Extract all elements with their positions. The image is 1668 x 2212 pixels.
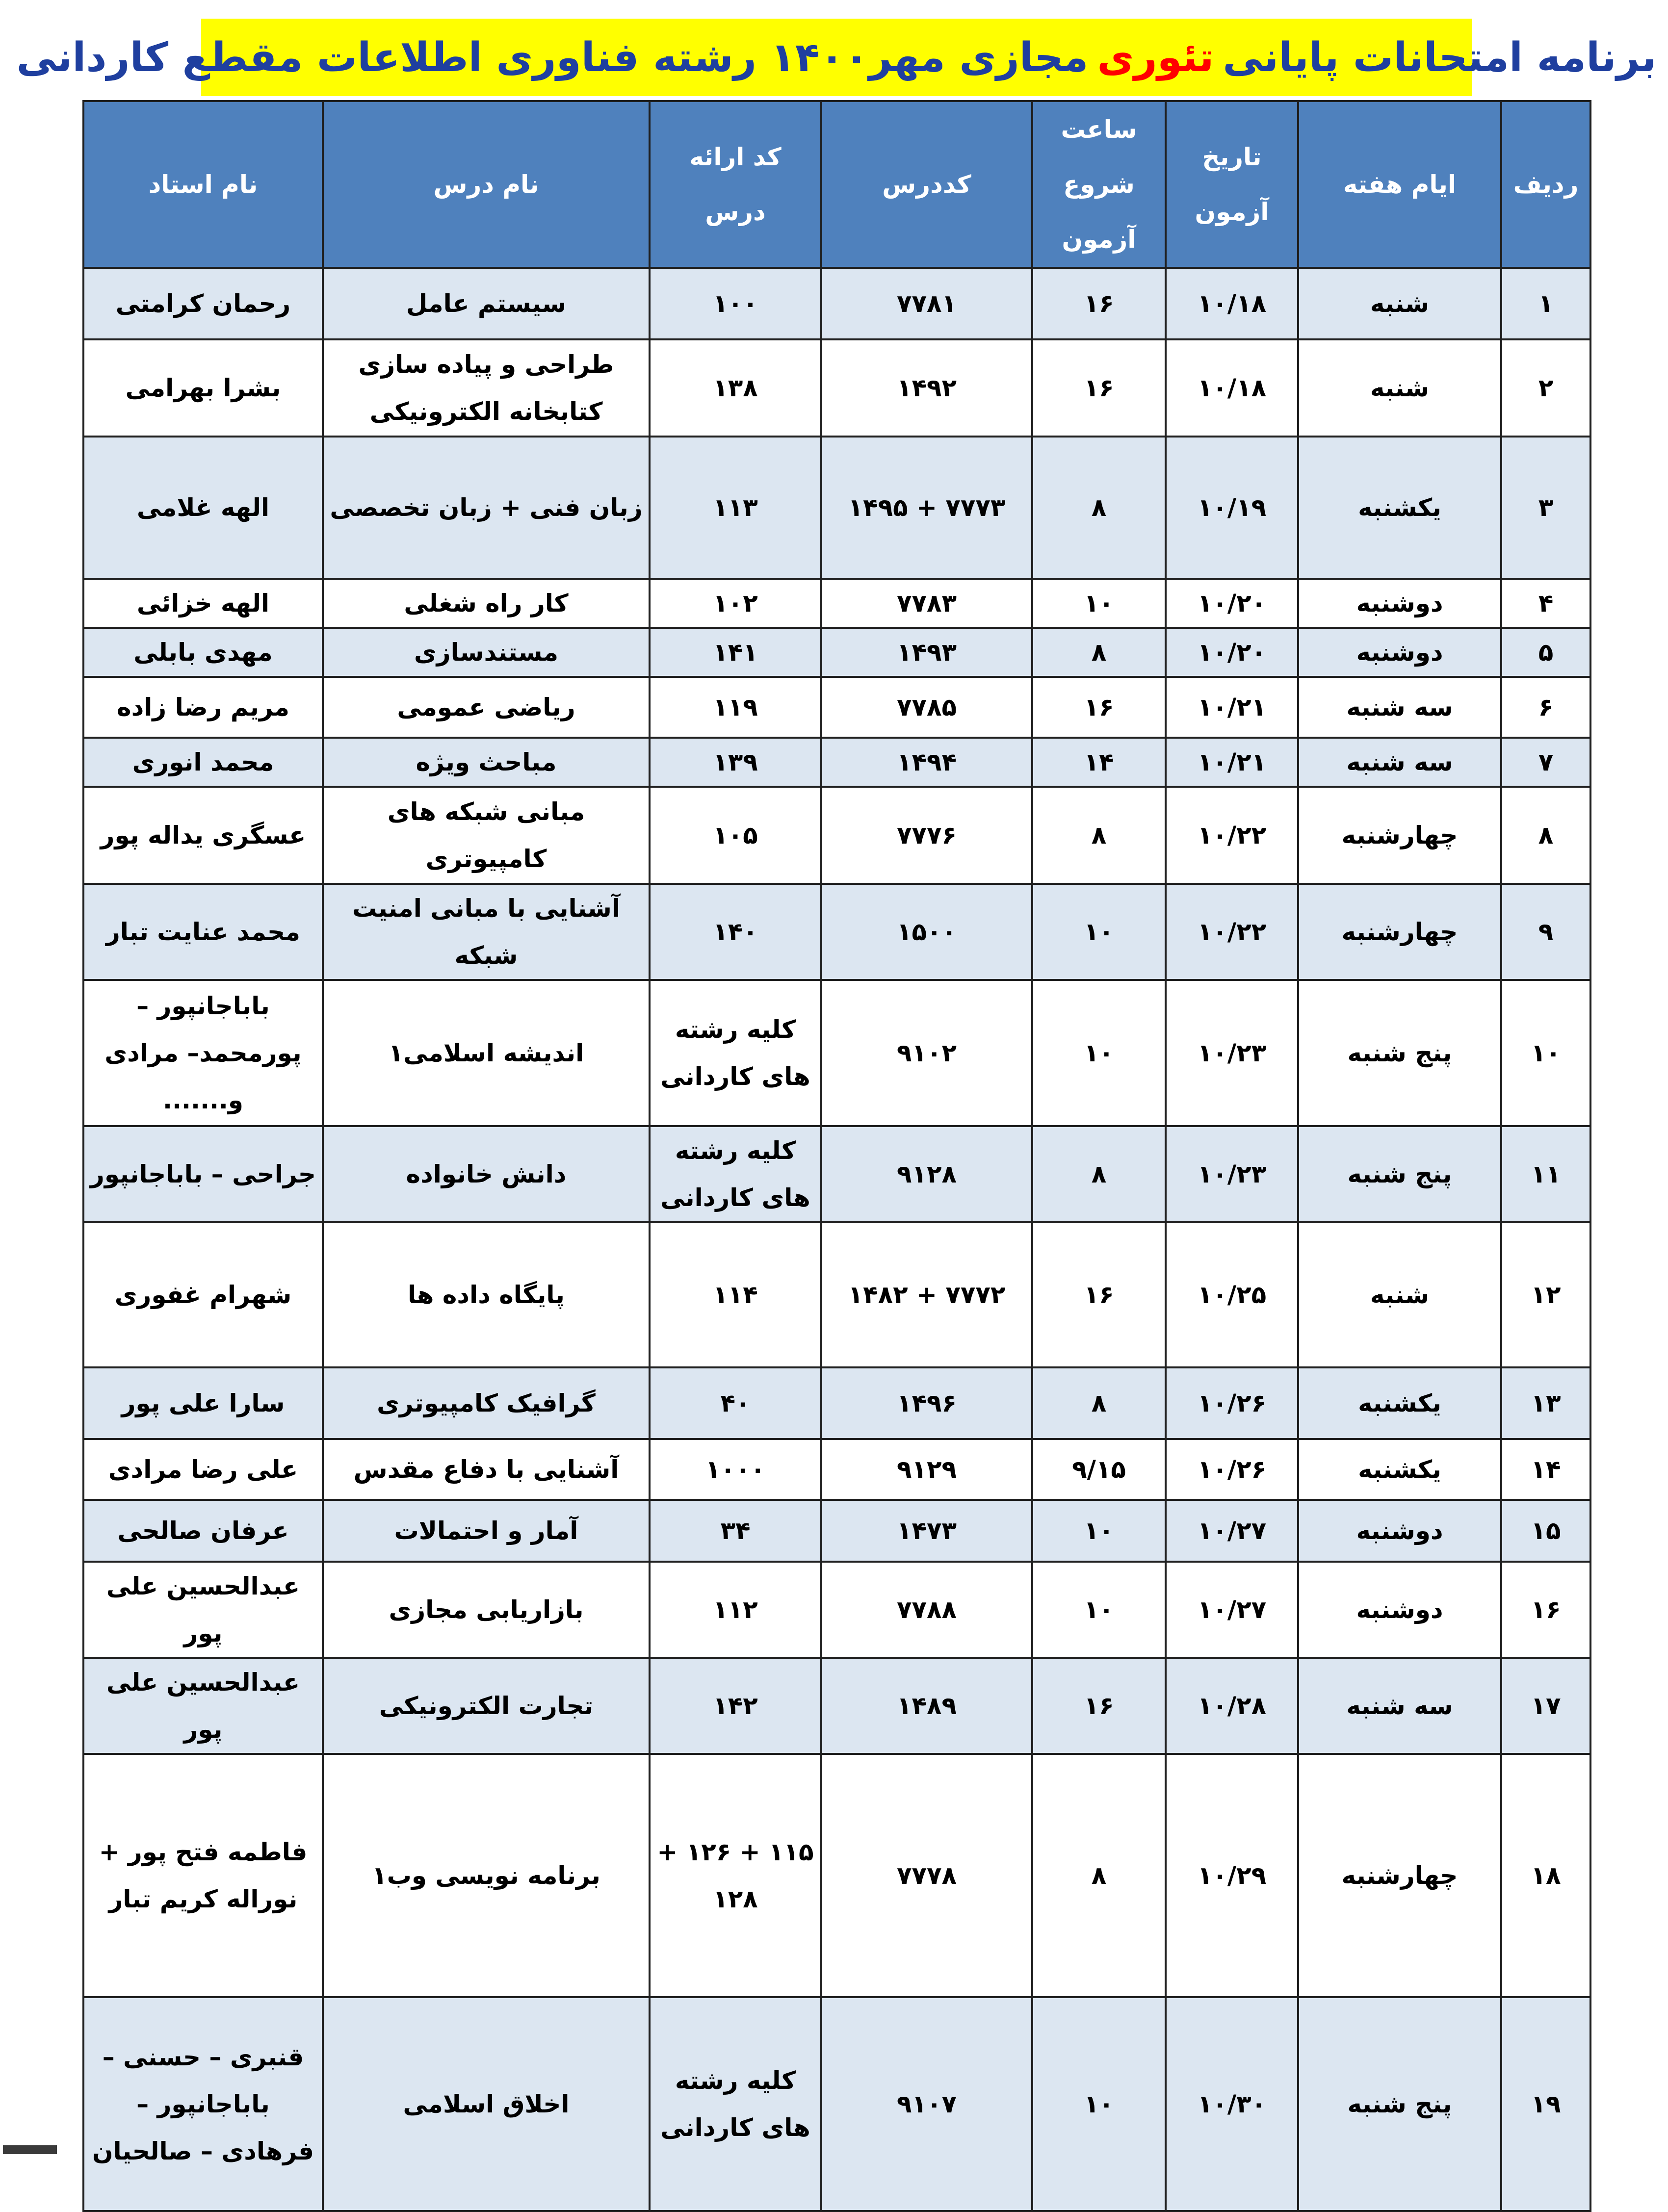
col-header-row-number: ردیف: [1501, 101, 1590, 268]
cell-exam-date: ۱۰/۱۹: [1166, 437, 1298, 579]
cell-course-code: ۹۱۲۹: [821, 1439, 1032, 1500]
table-row: [83, 437, 1590, 579]
cell-teacher: الهه خزائی: [83, 579, 323, 628]
cell-course-name: طراحی و پیاده سازی کتابخانه الکترونیکی: [323, 339, 650, 437]
cell-course-code: ۷۷۸۳: [821, 579, 1032, 628]
cell-row-number: ۱۴: [1501, 1439, 1590, 1500]
cell-course-code: ۹۱۰۷: [821, 1997, 1032, 2211]
cell-start-time: ۱۴: [1032, 738, 1166, 787]
cell-offer-code: ۱۴۲: [650, 1658, 821, 1754]
cell-course-name: سیستم عامل: [323, 268, 650, 339]
table-row: [83, 1500, 1590, 1562]
cell-exam-date: ۱۰/۲۵: [1166, 1222, 1298, 1367]
cell-course-code: ۱۴۹۳: [821, 628, 1032, 677]
table-row: [83, 268, 1590, 339]
cell-course-code: ۱۴۹۲: [821, 339, 1032, 437]
cell-start-time: ۱۶: [1032, 1658, 1166, 1754]
cell-exam-date: ۱۰/۲۲: [1166, 787, 1298, 884]
table-header-row: [83, 101, 1590, 268]
page-title: [16, 19, 1657, 96]
cell-teacher: عبدالحسین علی پور: [83, 1562, 323, 1658]
cell-offer-code: ۱۱۹: [650, 677, 821, 738]
cell-course-code: ۹۱۰۲: [821, 980, 1032, 1126]
cell-start-time: ۸: [1032, 437, 1166, 579]
cell-course-name: زبان فنی + زبان تخصصی: [323, 437, 650, 579]
cell-course-name: آمار و احتمالات: [323, 1500, 650, 1562]
cell-course-name: برنامه نویسی وب۱: [323, 1754, 650, 1997]
table-row: [83, 1562, 1590, 1658]
cell-teacher: قنبری – حسنی – باباجانپور – فرهادی – صالحیان: [83, 1997, 323, 2211]
cell-course-name: آشنایی با دفاع مقدس: [323, 1439, 650, 1500]
cell-weekday: یکشنبه: [1298, 437, 1501, 579]
cell-course-code: ۷۷۸۸: [821, 1562, 1032, 1658]
cell-weekday: پنج شنبه: [1298, 980, 1501, 1126]
cell-exam-date: ۱۰/۳۰: [1166, 1997, 1298, 2211]
cell-row-number: ۸: [1501, 787, 1590, 884]
cell-course-name: اندیشه اسلامی۱: [323, 980, 650, 1126]
cell-row-number: ۲: [1501, 339, 1590, 437]
cell-offer-code: ۴۰: [650, 1367, 821, 1439]
cell-weekday: پنج شنبه: [1298, 1126, 1501, 1222]
cell-row-number: ۶: [1501, 677, 1590, 738]
cell-weekday: پنج شنبه: [1298, 1997, 1501, 2211]
cell-weekday: دوشنبه: [1298, 1562, 1501, 1658]
cell-weekday: یکشنبه: [1298, 1367, 1501, 1439]
table-row: [83, 787, 1590, 884]
cell-weekday: شنبه: [1298, 1222, 1501, 1367]
cell-teacher: عرفان صالحی: [83, 1500, 323, 1562]
cell-row-number: ۳: [1501, 437, 1590, 579]
cell-start-time: ۸: [1032, 787, 1166, 884]
cell-teacher: شهرام غفوری: [83, 1222, 323, 1367]
cell-course-name: آشنایی با مبانی امنیت شبکه: [323, 884, 650, 980]
cell-row-number: ۱۳: [1501, 1367, 1590, 1439]
cell-start-time: ۱۶: [1032, 339, 1166, 437]
cell-exam-date: ۱۰/۲۳: [1166, 980, 1298, 1126]
cell-teacher: عسگری یداله پور: [83, 787, 323, 884]
cell-course-code: ۷۷۷۶: [821, 787, 1032, 884]
cell-offer-code: ۱۳۸: [650, 339, 821, 437]
cell-weekday: سه شنبه: [1298, 1658, 1501, 1754]
cell-row-number: ۱: [1501, 268, 1590, 339]
table-row: [83, 1997, 1590, 2211]
cell-start-time: ۱۰: [1032, 884, 1166, 980]
cell-weekday: چهارشنبه: [1298, 787, 1501, 884]
cell-start-time: ۱۰: [1032, 1997, 1166, 2211]
title-part-2: مجازی مهر۱۴۰۰ رشته فناوری اطلاعات مقطع کاردانی: [16, 34, 1089, 81]
table-row: [83, 1222, 1590, 1367]
cell-offer-code: ۱۱۴: [650, 1222, 821, 1367]
cell-course-name: دانش خانواده: [323, 1126, 650, 1222]
cell-teacher: مهدی بابلی: [83, 628, 323, 677]
footer-watermark: [3, 2145, 57, 2154]
table-row: [83, 628, 1590, 677]
cell-row-number: ۱۶: [1501, 1562, 1590, 1658]
cell-teacher: رحمان کرامتی: [83, 268, 323, 339]
cell-course-code: ۱۵۰۰: [821, 884, 1032, 980]
cell-exam-date: ۱۰/۲۰: [1166, 628, 1298, 677]
cell-weekday: چهارشنبه: [1298, 884, 1501, 980]
cell-offer-code: ۱۰۲: [650, 579, 821, 628]
cell-offer-code: ۱۱۳: [650, 437, 821, 579]
cell-row-number: ۱۵: [1501, 1500, 1590, 1562]
cell-course-code: ۷۷۸۵: [821, 677, 1032, 738]
cell-teacher: بشرا بهرامی: [83, 339, 323, 437]
cell-start-time: ۱۶: [1032, 268, 1166, 339]
table-row: [83, 1126, 1590, 1222]
cell-start-time: ۸: [1032, 1754, 1166, 1997]
cell-weekday: شنبه: [1298, 268, 1501, 339]
cell-start-time: ۸: [1032, 1367, 1166, 1439]
cell-weekday: سه شنبه: [1298, 738, 1501, 787]
cell-exam-date: ۱۰/۲۰: [1166, 579, 1298, 628]
cell-course-code: ۷۷۸۱: [821, 268, 1032, 339]
cell-offer-code: ۱۰۰۰: [650, 1439, 821, 1500]
cell-course-code: ۹۱۲۸: [821, 1126, 1032, 1222]
cell-teacher: محمد عنایت تبار: [83, 884, 323, 980]
title-part-1: برنامه امتحانات پایانی: [1223, 34, 1657, 81]
table-row: [83, 1367, 1590, 1439]
cell-exam-date: ۱۰/۱۸: [1166, 339, 1298, 437]
cell-course-name: گرافیک کامپیوتری: [323, 1367, 650, 1439]
cell-start-time: ۱۰: [1032, 1500, 1166, 1562]
cell-row-number: ۷: [1501, 738, 1590, 787]
cell-course-code: ۱۴۸۹: [821, 1658, 1032, 1754]
cell-course-code: ۱۴۹۶: [821, 1367, 1032, 1439]
cell-course-name: مباحث ویژه: [323, 738, 650, 787]
cell-row-number: ۱۰: [1501, 980, 1590, 1126]
cell-teacher: محمد انوری: [83, 738, 323, 787]
cell-course-name: مستندسازی: [323, 628, 650, 677]
cell-weekday: سه شنبه: [1298, 677, 1501, 738]
cell-weekday: شنبه: [1298, 339, 1501, 437]
cell-offer-code: ۱۱۲: [650, 1562, 821, 1658]
cell-row-number: ۱۱: [1501, 1126, 1590, 1222]
cell-exam-date: ۱۰/۲۶: [1166, 1367, 1298, 1439]
cell-teacher: عبدالحسین علی پور: [83, 1658, 323, 1754]
cell-offer-code: ۱۰۰: [650, 268, 821, 339]
table-row: [83, 738, 1590, 787]
cell-course-name: تجارت الکترونیکی: [323, 1658, 650, 1754]
cell-teacher: الهه غلامی: [83, 437, 323, 579]
col-header-course-name: نام درس: [323, 101, 650, 268]
cell-course-name: اخلاق اسلامی: [323, 1997, 650, 2211]
exam-schedule-table: [82, 100, 1591, 2212]
col-header-course-code: کددرس: [821, 101, 1032, 268]
cell-exam-date: ۱۰/۲۷: [1166, 1562, 1298, 1658]
cell-teacher: مریم رضا زاده: [83, 677, 323, 738]
cell-teacher: باباجانپور – پورمحمد– مرادی و.......: [83, 980, 323, 1126]
cell-offer-code: ۱۴۰: [650, 884, 821, 980]
cell-row-number: ۱۸: [1501, 1754, 1590, 1997]
col-header-exam-date: تاریخ آزمون: [1166, 101, 1298, 268]
cell-course-name: ریاضی عمومی: [323, 677, 650, 738]
cell-course-code: ۷۷۷۸: [821, 1754, 1032, 1997]
cell-offer-code: ۱۰۵: [650, 787, 821, 884]
cell-exam-date: ۱۰/۱۸: [1166, 268, 1298, 339]
table-row: [83, 980, 1590, 1126]
table-row: [83, 1754, 1590, 1997]
cell-row-number: ۵: [1501, 628, 1590, 677]
cell-exam-date: ۱۰/۲۸: [1166, 1658, 1298, 1754]
cell-exam-date: ۱۰/۲۱: [1166, 738, 1298, 787]
cell-teacher: علی رضا مرادی: [83, 1439, 323, 1500]
cell-exam-date: ۱۰/۲۳: [1166, 1126, 1298, 1222]
title-accent: تئوری: [1097, 34, 1214, 81]
cell-exam-date: ۱۰/۲۹: [1166, 1754, 1298, 1997]
cell-course-code: ۱۴۷۳: [821, 1500, 1032, 1562]
cell-start-time: ۱۰: [1032, 579, 1166, 628]
col-header-start-time: ساعت شروع آزمون: [1032, 101, 1166, 268]
table-row: [83, 1439, 1590, 1500]
table-row: [83, 579, 1590, 628]
cell-course-name: پایگاه داده ها: [323, 1222, 650, 1367]
col-header-weekday: ایام هفته: [1298, 101, 1501, 268]
table-row: [83, 1658, 1590, 1754]
cell-start-time: ۱۶: [1032, 1222, 1166, 1367]
cell-exam-date: ۱۰/۲۲: [1166, 884, 1298, 980]
cell-start-time: ۹/۱۵: [1032, 1439, 1166, 1500]
cell-course-name: بازاریابی مجازی: [323, 1562, 650, 1658]
cell-weekday: یکشنبه: [1298, 1439, 1501, 1500]
cell-weekday: دوشنبه: [1298, 628, 1501, 677]
cell-start-time: ۱۰: [1032, 980, 1166, 1126]
cell-offer-code: ۱۱۵ + ۱۲۶ + ۱۲۸: [650, 1754, 821, 1997]
table-row: [83, 339, 1590, 437]
cell-row-number: ۹: [1501, 884, 1590, 980]
table-row: [83, 884, 1590, 980]
cell-row-number: ۱۷: [1501, 1658, 1590, 1754]
table-row: [83, 677, 1590, 738]
cell-offer-code: ۳۴: [650, 1500, 821, 1562]
cell-start-time: ۸: [1032, 1126, 1166, 1222]
cell-exam-date: ۱۰/۲۱: [1166, 677, 1298, 738]
cell-course-code: ۷۷۷۳ + ۱۴۹۵: [821, 437, 1032, 579]
cell-start-time: ۱۶: [1032, 677, 1166, 738]
cell-offer-code: کلیه رشته های کاردانی: [650, 1126, 821, 1222]
cell-course-name: کار راه شغلی: [323, 579, 650, 628]
cell-teacher: فاطمه فتح پور + نوراله کریم تبار: [83, 1754, 323, 1997]
cell-course-name: مبانی شبکه های کامپیوتری: [323, 787, 650, 884]
cell-offer-code: کلیه رشته های کاردانی: [650, 1997, 821, 2211]
cell-weekday: دوشنبه: [1298, 579, 1501, 628]
cell-teacher: سارا علی پور: [83, 1367, 323, 1439]
cell-exam-date: ۱۰/۲۷: [1166, 1500, 1298, 1562]
exam-schedule-table-wrapper: [82, 100, 1590, 2212]
cell-row-number: ۱۲: [1501, 1222, 1590, 1367]
col-header-offer-code: کد ارائه درس: [650, 101, 821, 268]
cell-row-number: ۱۹: [1501, 1997, 1590, 2211]
cell-start-time: ۱۰: [1032, 1562, 1166, 1658]
cell-row-number: ۴: [1501, 579, 1590, 628]
cell-offer-code: کلیه رشته های کاردانی: [650, 980, 821, 1126]
cell-course-code: ۷۷۷۲ + ۱۴۸۲: [821, 1222, 1032, 1367]
cell-exam-date: ۱۰/۲۶: [1166, 1439, 1298, 1500]
cell-teacher: جراحی – باباجانپور: [83, 1126, 323, 1222]
cell-offer-code: ۱۳۹: [650, 738, 821, 787]
cell-offer-code: ۱۴۱: [650, 628, 821, 677]
cell-weekday: چهارشنبه: [1298, 1754, 1501, 1997]
cell-weekday: دوشنبه: [1298, 1500, 1501, 1562]
cell-start-time: ۸: [1032, 628, 1166, 677]
col-header-teacher: نام استاد: [83, 101, 323, 268]
cell-course-code: ۱۴۹۴: [821, 738, 1032, 787]
